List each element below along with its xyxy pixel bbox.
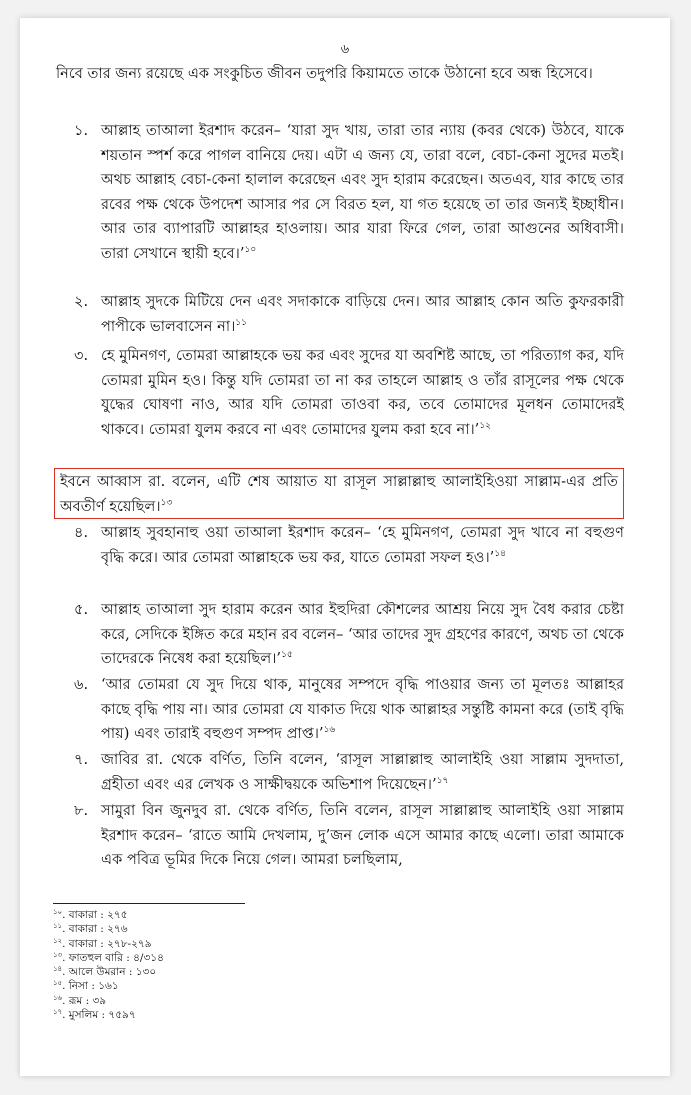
item-number: ৬.	[74, 676, 89, 693]
list-item-6	[56, 673, 624, 747]
footnote	[53, 1008, 164, 1022]
footnote-number: ১০	[53, 908, 63, 916]
document-page	[20, 18, 670, 1076]
footnote-text: . মুসলিম : ৭৫৯৭	[62, 1009, 136, 1022]
footnote-number: ১৭	[53, 1008, 63, 1017]
item-number: ৭.	[74, 751, 89, 768]
footnote-number: ১৫	[53, 979, 63, 988]
list-item-2	[56, 290, 624, 339]
footnote-ref: ১৫	[281, 650, 293, 660]
list-item-5	[56, 598, 624, 672]
highlighted-quote	[60, 470, 618, 519]
footnote-divider	[53, 903, 245, 904]
item-text: জাবির রা. থেকে বর্ণিত, তিনি বলেন, ‘রাসূল সাল্লাল্লাহু আলাইহি ওয়া সাল্লাম সুদদাতা, গ্রহীতা এবং এর লেখক ও সাক্ষীদ্বয়কে অভিশাপ দিয়েছেন।’	[101, 751, 624, 793]
page-number: ৬	[340, 42, 350, 57]
item-text: ‘আর তোমরা যে সুদ দিয়ে থাক, মানুষের সম্পদে বৃদ্ধি পাওয়ার জন্য তা মূলতঃ আল্লাহর কাছে বৃদ্ধি পায় না। আর তোমরা যে যাকাত দিয়ে থাক আল্লাহর সন্তুষ্টি কামনা করে (তাই বৃদ্ধি পায়) এবং তারাই বহুগুণ সম্পদ প্রাপ্ত।’	[101, 676, 624, 742]
footnote-ref: ১১	[235, 317, 247, 328]
highlight-text: ইবনে আব্বাস রা. বলেন, এটি শেষ আয়াত যা রাসূল সাল্লাল্লাহু আলাইহিওয়া সাল্লাম-এর প্রতি অবতীর্ণ হয়েছিল।	[60, 473, 618, 515]
footnote-text: . রূম : ৩৯	[62, 994, 107, 1007]
footnote-number: ১২	[53, 936, 63, 945]
footnote-ref: ১৪	[494, 548, 507, 559]
item-text: আল্লাহ সুদকে মিটিয়ে দেন এবং সদাকাকে বাড়িয়ে দেন। আর আল্লাহ কোন অতি কুফরকারী পাপীকে ভালবাসেন না।	[101, 293, 624, 335]
item-text: আল্লাহ সুবহানাহু ওয়া তাআলা ইরশাদ করেন– ‘হে মুমিনগণ, তোমরা সুদ খাবে না বহুগুণ বৃদ্ধি করে। আর তোমরা আল্লাহকে ভয় কর, যাতে তোমরা সফল হও।’	[101, 524, 624, 566]
list-item-4	[56, 521, 624, 570]
footnote-number: ১৪	[53, 965, 63, 974]
footnotes	[53, 908, 164, 1022]
footnote-ref: ১৬	[323, 725, 336, 735]
footnote-text: . নিসা : ১৬১	[62, 980, 119, 993]
footnote-number: ১১	[53, 922, 63, 931]
item-number: ২.	[74, 293, 89, 310]
item-text: আল্লাহ তাআলা সুদ হারাম করেন আর ইহুদিরা কৌশলের আশ্রয় নিয়ে সুদ বৈধ করার চেষ্টা করে, সেদিকে ইঙ্গিত করে মহান রব বলেন– ‘আর তাদের সুদ গ্রহণের কারণে, অথচ তা থেকে তাদেরকে নিষেধ করা হয়েছিল।’	[101, 601, 624, 667]
item-number: ৪.	[74, 524, 89, 541]
footnote	[53, 922, 164, 936]
list-item-7	[56, 748, 624, 797]
footnote	[53, 951, 164, 965]
footnote-ref: ১২	[479, 420, 492, 431]
footnote	[53, 965, 164, 979]
footnote-text: . ফাতহুল বারি : ৪/৩১৪	[62, 951, 164, 964]
footnote	[53, 937, 164, 951]
footnote-number: ১৩	[53, 950, 63, 959]
footnote-text: . বাকারা : ২৭৫	[62, 909, 128, 921]
footnote	[53, 979, 164, 993]
item-text: সামুরা বিন জুনদুব রা. থেকে বর্ণিত, তিনি বলেন, রাসূল সাল্লাল্লাহু আলাইহি ওয়া সাল্লাম ইরশাদ করেন– ‘রাতে আমি দেখলাম, দু’জন লোক এসে আমার কাছে এলো। তারা আমাকে এক পবিত্র ভূমির দিকে নিয়ে গেল। আমরা চলছিলাম,	[101, 802, 624, 868]
footnote	[53, 994, 164, 1008]
footnote	[53, 908, 164, 922]
footnote-ref: ১৭	[436, 775, 449, 786]
footnote-ref: ১৩	[160, 497, 173, 508]
footnote-number: ১৬	[53, 993, 63, 1002]
intro-paragraph: নিবে তার জন্য রয়েছে এক সংকুচিত জীবন তদুপরি কিয়ামতে তাকে উঠানো হবে অন্ধ হিসেবে।	[56, 65, 593, 82]
footnote-text: . আলে উমরান : ১৩০	[62, 966, 157, 979]
list-item-3	[56, 344, 624, 442]
item-number: ১.	[74, 122, 89, 139]
item-number: ৫.	[74, 601, 89, 618]
footnote-text: . বাকারা : ২৭৬	[62, 923, 128, 936]
list-item-8	[56, 799, 624, 873]
item-text: হে মুমিনগণ, তোমরা আল্লাহকে ভয় কর এবং সুদের যা অবশিষ্ট আছে, তা পরিত্যাগ কর, যদি তোমরা মুমিন হও। কিন্তু যদি তোমরা তা না কর তাহলে আল্লাহ ও তাঁর রাসূলের পক্ষ থেকে যুদ্ধের ঘোষণা নাও, আর যদি তোমরা তাওবা কর, তবে তোমাদের মূলধন তোমাদেরই থাকবে। তোমরা যুলম করবে না এবং তোমাদের যুলম করা হবে না।’	[101, 347, 624, 438]
footnote-text: . বাকারা : ২৭৮-২৭৯	[62, 937, 152, 950]
item-number: ৮.	[74, 802, 89, 819]
item-text: আল্লাহ তাআলা ইরশাদ করেন– ‘যারা সুদ খায়, তারা তার ন্যায় (কবর থেকে) উঠবে, যাকে শয়তান স্পর্শ করে পাগল বানিয়ে দেয়। এটা এ জন্য যে, তারা বলে, বেচা-কেনা সুদের মতই। অথচ আল্লাহ বেচা-কেনা হালাল করেছেন এবং সুদ হারাম করেছেন। অতএব, যার কাছে তার রবের পক্ষ থেকে উপদেশ আসার পর সে বিরত হল, যা গত হয়েছে তা তার জন্যই ইচ্ছাধীন। আর তার ব্যাপারটি আল্লাহর হাওলায়। আর যারা ফিরে গেল, তারা আগুনের অধিবাসী। তারা সেখানে স্থায়ী হবে।’	[101, 122, 624, 262]
item-number: ৩.	[74, 347, 89, 364]
list-item-1	[56, 119, 624, 266]
footnote-ref: ১০	[244, 244, 257, 255]
